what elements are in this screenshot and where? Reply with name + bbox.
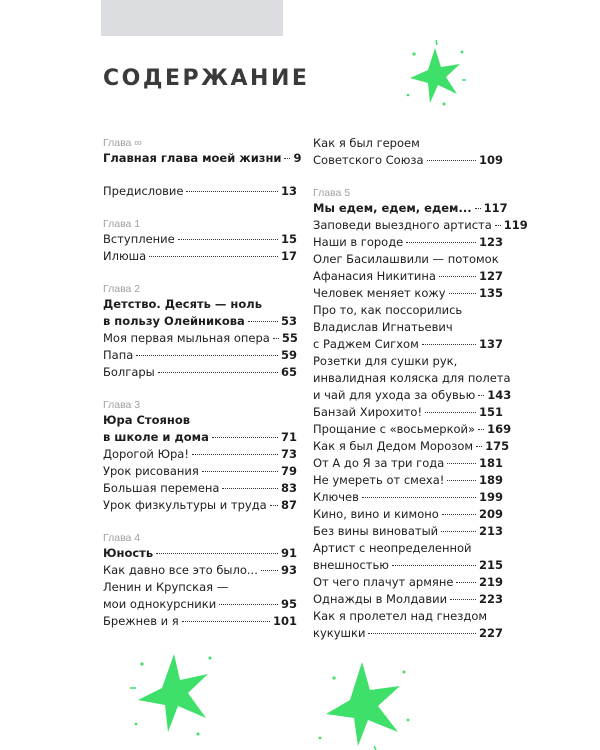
toc-entry-title: Большая перемена (103, 481, 220, 495)
page-number: 79 (280, 464, 297, 478)
toc-entry-title: Наши в городе (313, 235, 404, 249)
dot-leader (368, 633, 476, 634)
toc-entry-title: Юность (103, 546, 154, 560)
dot-leader (439, 276, 476, 277)
dot-leader (449, 293, 476, 294)
toc-entry[interactable] (103, 563, 297, 580)
toc-entry[interactable] (103, 481, 297, 498)
toc-entry[interactable] (103, 580, 297, 614)
dot-leader (476, 446, 482, 447)
toc-entry[interactable] (103, 614, 297, 631)
toc-entry-title: Урок рисования (103, 464, 199, 478)
toc-entry-title: Детство. Десять — ноль (103, 297, 262, 311)
spacer (103, 201, 297, 217)
dot-leader (478, 429, 484, 430)
page-title: СОДЕРЖАНИЕ (103, 66, 310, 91)
toc-entry-title: Прощание с «восьмеркой» (313, 422, 476, 436)
toc-entry[interactable] (103, 151, 302, 168)
page-number: 101 (272, 614, 297, 628)
chapter-label: Глава 5 (313, 187, 351, 199)
dot-leader (447, 463, 476, 464)
toc-entry-line (103, 365, 297, 382)
page-number: 181 (478, 456, 503, 470)
toc-entry[interactable] (313, 218, 528, 235)
star-icon (400, 40, 470, 110)
spacer (103, 266, 297, 282)
toc-entry-line (103, 413, 297, 430)
page-number: 175 (485, 439, 510, 453)
toc-entry-line (313, 558, 503, 575)
page-number: 15 (280, 232, 297, 246)
dot-leader (475, 208, 481, 209)
toc-entry-line (103, 249, 297, 266)
toc-entry-line (313, 201, 508, 218)
page-number: 17 (280, 249, 297, 263)
toc-entry-line (103, 498, 297, 515)
dot-leader (212, 437, 278, 438)
toc-entry-line (103, 546, 297, 563)
toc-entry[interactable] (103, 249, 297, 266)
page-number: 199 (478, 490, 503, 504)
dot-leader (270, 505, 278, 506)
chapter-label: Глава ∞ (103, 137, 142, 149)
toc-entry-title: Юра Стоянов (103, 413, 191, 427)
page-number: 59 (280, 348, 297, 362)
toc-entry-title: Болгары (103, 365, 155, 379)
toc-entry-line (313, 541, 503, 558)
page-number: 143 (487, 388, 512, 402)
toc-entry[interactable] (103, 498, 297, 515)
toc-entry-title: мои однокурсники (103, 597, 217, 611)
toc-entry-line (103, 464, 297, 481)
toc-entry-line (313, 439, 510, 456)
toc-entry-line (313, 405, 503, 422)
dot-leader (392, 565, 476, 566)
page-number: 151 (478, 405, 503, 419)
dot-leader (222, 488, 278, 489)
dot-leader (284, 158, 290, 159)
toc-entry-line (313, 153, 503, 170)
dot-leader (425, 412, 476, 413)
toc-entry-line (313, 626, 503, 643)
toc-entry-line (313, 371, 511, 388)
toc-entry[interactable] (313, 609, 503, 643)
toc-entry[interactable] (313, 136, 503, 170)
toc-entry-title: Вступление (103, 232, 175, 246)
toc-entry-title: Папа (103, 348, 134, 362)
toc-entry[interactable] (103, 365, 297, 382)
page-number: 135 (478, 286, 503, 300)
toc-entry-line (313, 575, 503, 592)
toc-entry-line (103, 184, 297, 201)
toc-entry-title: Как я пролетел над гнездом (313, 609, 488, 623)
page-number: 189 (478, 473, 503, 487)
toc-entry-line (313, 473, 503, 490)
toc-entry[interactable] (103, 331, 297, 348)
toc-entry[interactable] (313, 439, 510, 456)
star-icon (407, 40, 466, 106)
toc-entry-title: От А до Я за три года (313, 456, 445, 470)
toc-entry-line (103, 614, 297, 631)
toc-entry-line (313, 354, 503, 371)
toc-column-left (103, 136, 302, 631)
dot-leader (450, 599, 476, 600)
toc-entry-title: Не умереть от смеха! (313, 473, 445, 487)
toc-entry-line (103, 597, 297, 614)
page-number: 65 (280, 365, 297, 379)
toc-entry-line (103, 331, 297, 348)
dot-leader (447, 480, 476, 481)
toc-entry-title: Ленин и Крупская — (103, 580, 229, 594)
toc-entry-title: Заповеди выездного артиста (313, 218, 492, 232)
toc-entry-line (313, 235, 503, 252)
toc-entry-line (103, 232, 297, 249)
page-number: 9 (293, 151, 302, 165)
page-number: 73 (280, 447, 297, 461)
toc-entry-title: Советского Союза (313, 153, 424, 167)
toc-entry-line (103, 447, 297, 464)
toc-entry-title: Урок физкультуры и труда (103, 498, 267, 512)
dot-leader (158, 372, 278, 373)
dot-leader (456, 582, 476, 583)
toc-entry[interactable] (313, 524, 503, 541)
toc-entry[interactable] (313, 235, 503, 252)
toc-entry-line (313, 422, 512, 439)
toc-entry-line (313, 252, 503, 269)
page-number: 83 (280, 481, 297, 495)
toc-entry-line (313, 507, 503, 524)
toc-entry-title: кукушки (313, 626, 366, 640)
dot-leader (219, 604, 278, 605)
toc-entry-title: Илюша (103, 249, 147, 263)
toc-entry-title: инвалидная коляска для полета (313, 371, 511, 385)
toc-entry[interactable] (313, 473, 503, 490)
toc-entry-title: Банзай Хирохито! (313, 405, 423, 419)
dot-leader (442, 514, 476, 515)
toc-entry-title: в школе и дома (103, 430, 209, 444)
toc-entry-title: Мы едем, едем, едем... (313, 201, 472, 215)
toc-entry-line (313, 320, 503, 337)
toc-entry-line (313, 218, 528, 235)
dot-leader (273, 338, 279, 339)
toc-entry-line (313, 456, 503, 473)
dot-leader (202, 471, 278, 472)
toc-entry-line (313, 490, 503, 507)
page-number: 213 (478, 524, 503, 538)
dot-leader (261, 570, 278, 571)
toc-entry-line (313, 609, 503, 626)
dot-leader (362, 497, 476, 498)
toc-entry[interactable] (313, 575, 503, 592)
toc-column-right (313, 136, 528, 643)
page-number: 223 (478, 592, 503, 606)
toc-entry-title: Артист с неопределенной (313, 541, 472, 555)
toc-entry-line (313, 303, 503, 320)
toc-entry[interactable] (313, 405, 503, 422)
toc-entry-line (103, 297, 297, 314)
toc-entry[interactable] (103, 297, 297, 331)
chapter-label: Глава 4 (103, 532, 141, 544)
toc-entry[interactable] (103, 546, 297, 563)
toc-entry-title: Кино, вино и кимоно (313, 507, 439, 521)
dot-leader (406, 242, 476, 243)
spacer (313, 170, 503, 186)
toc-entry-title: Однажды в Молдавии (313, 592, 448, 606)
toc-entry-title: Человек меняет кожу (313, 286, 446, 300)
page-number: 227 (478, 626, 503, 640)
page-number: 119 (503, 218, 528, 232)
page-number: 95 (280, 597, 297, 611)
page-number: 137 (478, 337, 503, 351)
toc-entry-line (313, 337, 503, 354)
toc-entry-line (103, 580, 297, 597)
chapter-label: Глава 2 (103, 283, 141, 295)
toc-entry[interactable] (313, 490, 503, 507)
toc-entry-title: Как я был героем (313, 136, 420, 150)
spacer (103, 515, 297, 531)
toc-entry-title: Ключев (313, 490, 359, 504)
dot-leader (495, 225, 501, 226)
toc-entry-title: Предисловие (103, 184, 184, 198)
toc-entry[interactable] (313, 354, 512, 405)
toc-entry[interactable] (313, 252, 503, 286)
toc-entry-title: Брежнев и я (103, 614, 179, 628)
toc-entry[interactable] (103, 447, 297, 464)
toc-entry-title: Афанасия Никитина (313, 269, 436, 283)
toc-entry[interactable] (103, 464, 297, 481)
star-icon (128, 648, 218, 738)
toc-entry-line (103, 430, 297, 447)
toc-entry[interactable] (103, 348, 297, 365)
toc-entry-title: От чего плачут армяне (313, 575, 454, 589)
chapter-label: Глава 1 (103, 218, 141, 230)
page-number: 123 (478, 235, 503, 249)
dot-leader (248, 321, 278, 322)
toc-entry[interactable] (313, 592, 503, 609)
spacer (103, 382, 297, 398)
page-number: 219 (478, 575, 503, 589)
dot-leader (178, 239, 278, 240)
toc-entry-title: Про то, как поссорились (313, 303, 463, 317)
page-number: 169 (487, 422, 512, 436)
toc-entry[interactable] (313, 456, 503, 473)
toc-entry-line (313, 524, 503, 541)
page-number: 55 (281, 331, 298, 345)
toc-entry-title: и чай для ухода за обувью (313, 388, 476, 402)
toc-entry-title: Олег Басилашвили — потомок (313, 252, 499, 266)
dot-leader (478, 395, 484, 396)
toc-entry[interactable] (313, 507, 503, 524)
toc-entry[interactable] (313, 422, 512, 439)
dot-leader (136, 355, 278, 356)
toc-entry[interactable] (313, 541, 503, 575)
toc-entry-title: Дорогой Юра! (103, 447, 189, 461)
page-number: 53 (280, 314, 297, 328)
toc-entry-line (313, 592, 503, 609)
page-number: 87 (280, 498, 297, 512)
dot-leader (186, 191, 278, 192)
dot-leader (149, 256, 278, 257)
toc-entry[interactable] (313, 303, 503, 354)
toc-entry-title: в пользу Олейникова (103, 314, 245, 328)
dot-leader (422, 344, 476, 345)
toc-entry-line (313, 136, 503, 153)
page-number: 117 (483, 201, 508, 215)
page-number: 13 (280, 184, 297, 198)
toc-entry-line (313, 388, 512, 405)
star-icon (314, 658, 414, 750)
toc-entry-title: Владислав Игнатьевич (313, 320, 453, 334)
toc-entry[interactable] (103, 232, 297, 249)
dot-leader (192, 454, 278, 455)
toc-entry-line (103, 348, 297, 365)
page-number: 209 (478, 507, 503, 521)
page-number: 109 (478, 153, 503, 167)
toc-entry-title: с Раджем Сигхом (313, 337, 419, 351)
toc-entry-title: внешностью (313, 558, 389, 572)
dot-leader (182, 621, 270, 622)
toc-entry-title: Моя первая мыльная опера (103, 331, 270, 345)
page-number: 93 (280, 563, 297, 577)
page-number: 215 (478, 558, 503, 572)
toc-entry[interactable] (313, 201, 508, 218)
toc-entry-title: Главная глава моей жизни (103, 151, 282, 165)
page-number: 127 (478, 269, 503, 283)
toc-entry-title: Как я был Дедом Морозом (313, 439, 474, 453)
toc-entry-line (103, 314, 297, 331)
spacer (103, 168, 297, 184)
toc-entry[interactable] (313, 286, 503, 303)
toc-entry-title: Как давно все это было... (103, 563, 258, 577)
page-number: 71 (280, 430, 297, 444)
toc-entry[interactable] (103, 184, 297, 201)
toc-entry-line (313, 286, 503, 303)
toc-entry[interactable] (103, 413, 297, 447)
header-strip (101, 0, 283, 36)
dot-leader (427, 160, 476, 161)
dot-leader (156, 553, 278, 554)
toc-entry-line (103, 563, 297, 580)
toc-entry-line (103, 481, 297, 498)
toc-entry-title: Без вины виноватый (313, 524, 439, 538)
toc-entry-line (313, 269, 503, 286)
toc-entry-line (103, 151, 302, 168)
page-number: 91 (280, 546, 297, 560)
chapter-label: Глава 3 (103, 399, 141, 411)
toc-entry-title: Розетки для сушки рук, (313, 354, 458, 368)
dot-leader (441, 531, 476, 532)
